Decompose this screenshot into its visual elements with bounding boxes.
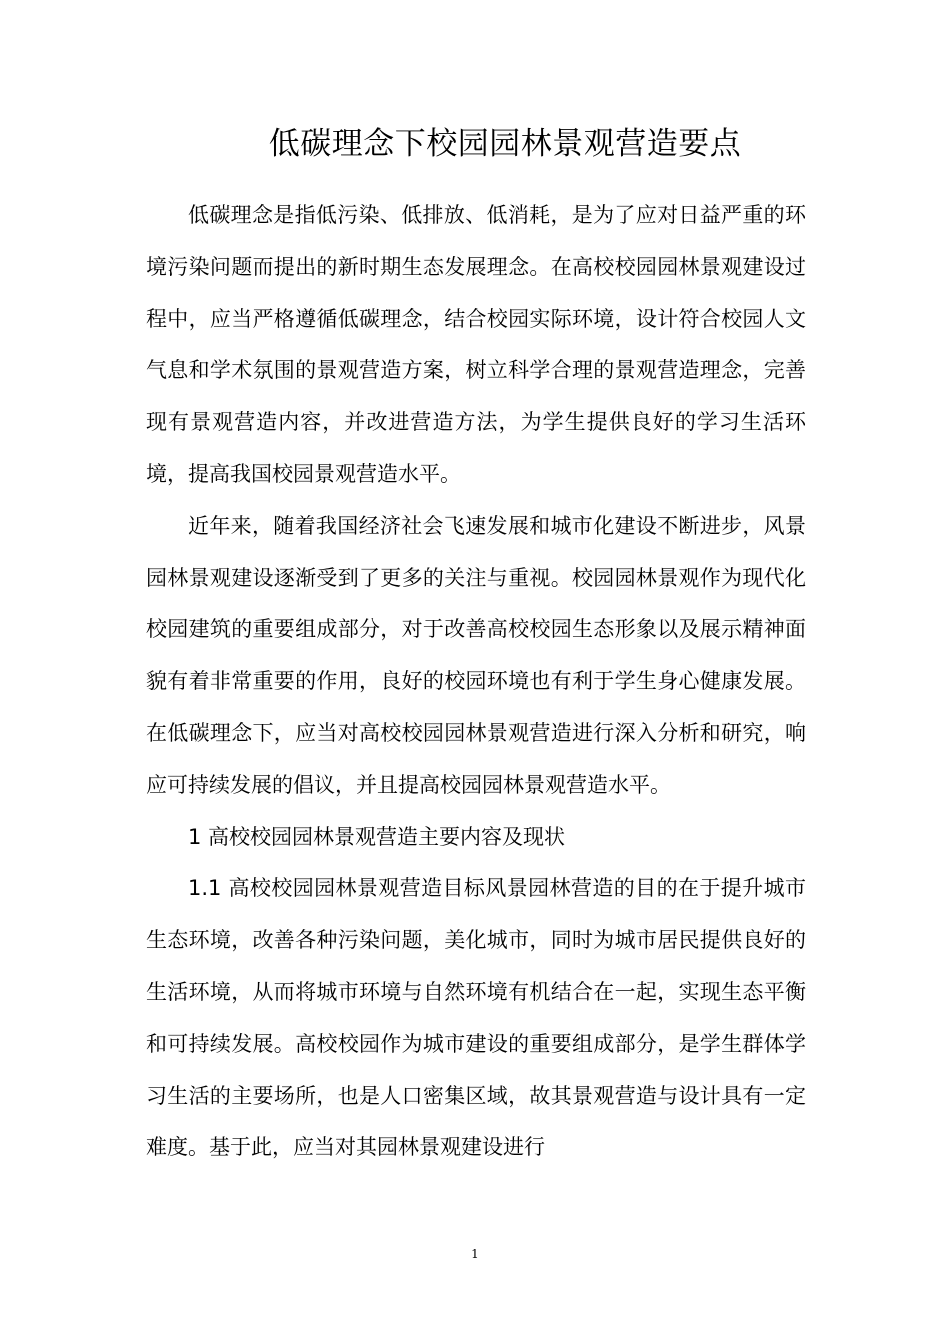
- background-paragraph: 近年来，随着我国经济社会飞速发展和城市化建设不断进步，风景园林景观建设逐渐受到了更多的关注与重视。校园园林景观作为现代化校园建筑的重要组成部分，对于改善高校校园生态形象以及展示精神面貌有着非常重要的作用，良好的校园环境也有利于学生身心健康发展。在低碳理念下，应当对高校校园园林景观营造进行深入分析和研究，响应可持续发展的倡议，并且提高校园园林景观营造水平。: [146, 513, 806, 797]
- subsection-paragraph: 1.1 高校校园园林景观营造目标风景园林营造的目的在于提升城市生态环境，改善各种污染问题，美化城市，同时为城市居民提供良好的生活环境，从而将城市环境与自然环境有机结合在一起，实现生态平衡和可持续发展。高校校园作为城市建设的重要组成部分，是学生群体学习生活的主要场所，也是人口密集区域，故其景观营造与设计具有一定难度。基于此，应当对其园林景观建设进行: [146, 876, 806, 1160]
- intro-paragraph: 低碳理念是指低污染、低排放、低消耗，是为了应对日益严重的环境污染问题而提出的新时期生态发展理念。在高校校园园林景观建设过程中，应当严格遵循低碳理念，结合校园实际环境，设计符合校园人文气息和学术氛围的景观营造方案，树立科学合理的景观营造理念，完善现有景观营造内容，并改进营造方法，为学生提供良好的学习生活环境，提高我国校园景观营造水平。: [146, 203, 806, 486]
- page-number: 1: [471, 1247, 479, 1261]
- document-body: [146, 190, 806, 1174]
- document-title: 低碳理念下校园园林景观营造要点: [268, 126, 742, 162]
- section-heading: 1 高校校园园林景观营造主要内容及现状: [188, 824, 566, 849]
